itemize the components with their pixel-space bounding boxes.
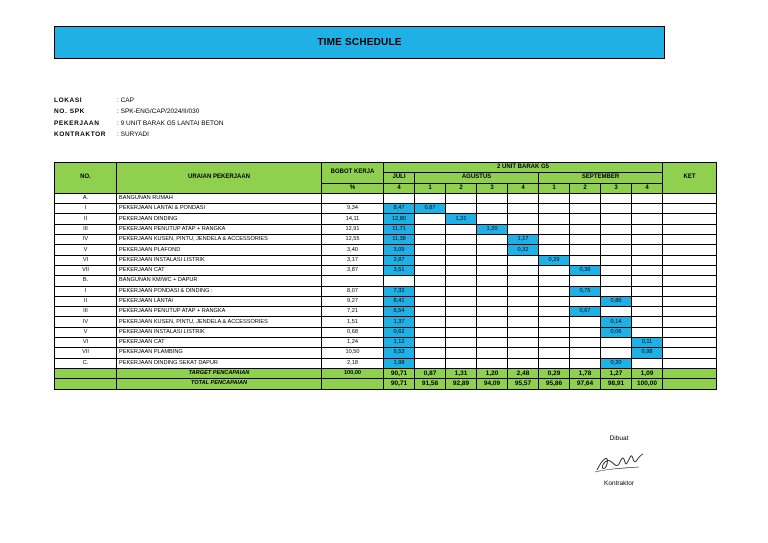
row-item: PEKERJAAN LANTAI & PONDASI [117, 204, 322, 214]
gantt-bar-cell: 11,38 [384, 235, 415, 245]
gantt-bar-cell: 0,67 [570, 307, 601, 317]
week-label: 3 [601, 183, 632, 193]
week-cell [601, 214, 632, 224]
week-cell [446, 286, 477, 296]
gantt-bar-cell: 9,53 [384, 348, 415, 358]
week-cell [539, 265, 570, 275]
week-cell [446, 276, 477, 286]
target-value: 1,09 [632, 368, 663, 378]
row-no: C. [55, 358, 117, 368]
week-cell [601, 265, 632, 275]
total-value: 100,00 [632, 379, 663, 389]
table-row [55, 204, 717, 214]
week-label: 2 [570, 183, 601, 193]
table-row [55, 348, 717, 358]
week-cell [632, 286, 663, 296]
week-cell [477, 348, 508, 358]
week-cell [446, 348, 477, 358]
week-cell [632, 296, 663, 306]
week-cell [632, 276, 663, 286]
gantt-bar-cell: 0,98 [632, 348, 663, 358]
total-value: 91,58 [415, 379, 446, 389]
week-cell [570, 245, 601, 255]
week-cell [539, 296, 570, 306]
total-bobot [322, 379, 384, 389]
gantt-bar-cell: 8,41 [384, 296, 415, 306]
total-value: 90,71 [384, 379, 415, 389]
week-label: 1 [415, 183, 446, 193]
gantt-bar-cell: 0,86 [601, 296, 632, 306]
header-uraian: URAIAN PEKERJAAN [117, 163, 322, 194]
row-ket [663, 307, 717, 317]
target-value: 0,87 [415, 368, 446, 378]
row-bobot [322, 193, 384, 203]
total-label: TOTAL PENCAPAIAN [117, 379, 322, 389]
week-cell [508, 214, 539, 224]
week-cell [446, 193, 477, 203]
gantt-bar-cell: 1,31 [446, 214, 477, 224]
week-cell [477, 255, 508, 265]
week-cell [601, 204, 632, 214]
row-item: PEKERJAAN CAT [117, 265, 322, 275]
week-cell [446, 338, 477, 348]
header-no: NO. [55, 163, 117, 194]
gantt-bar-cell: 0,11 [632, 338, 663, 348]
week-label: 4 [508, 183, 539, 193]
row-ket [663, 286, 717, 296]
row-no: VI [55, 338, 117, 348]
row-bobot [322, 276, 384, 286]
week-cell [601, 286, 632, 296]
info-row: LOKASI : CAP [54, 97, 134, 104]
total-no [55, 379, 117, 389]
week-cell [632, 327, 663, 337]
target-value: 0,29 [539, 368, 570, 378]
week-cell [632, 235, 663, 245]
week-cell [477, 327, 508, 337]
row-ket [663, 358, 717, 368]
week-cell [477, 296, 508, 306]
schedule-body [55, 193, 717, 368]
week-cell [632, 193, 663, 203]
row-ket [663, 255, 717, 265]
row-bobot: 10,50 [322, 348, 384, 358]
total-value: 95,57 [508, 379, 539, 389]
row-no: II [55, 296, 117, 306]
week-label: 4 [632, 183, 663, 193]
row-ket [663, 224, 717, 234]
row-item: BANGUNAN RUMAH [117, 193, 322, 203]
page-title: TIME SCHEDULE [54, 26, 665, 59]
week-cell [415, 255, 446, 265]
gantt-bar-cell: 8,47 [384, 204, 415, 214]
week-cell [446, 317, 477, 327]
target-value: 1,20 [477, 368, 508, 378]
row-item: PEKERJAAN PLAFOND [117, 245, 322, 255]
week-cell [508, 265, 539, 275]
row-no: VI [55, 255, 117, 265]
gantt-bar-cell: 0,36 [570, 265, 601, 275]
week-cell [601, 224, 632, 234]
week-cell [632, 245, 663, 255]
gantt-bar-cell: 12,80 [384, 214, 415, 224]
week-cell [477, 265, 508, 275]
week-cell [632, 204, 663, 214]
week-cell [508, 204, 539, 214]
week-cell [446, 204, 477, 214]
month-juli: JULI [384, 173, 415, 183]
week-cell [415, 348, 446, 358]
week-cell [601, 348, 632, 358]
table-row [55, 255, 717, 265]
week-cell [508, 358, 539, 368]
week-cell [601, 255, 632, 265]
week-cell [446, 358, 477, 368]
row-bobot: 14,11 [322, 214, 384, 224]
row-bobot: 3,40 [322, 245, 384, 255]
week-cell [570, 193, 601, 203]
row-no: VII [55, 348, 117, 358]
week-cell [632, 307, 663, 317]
total-row [55, 379, 717, 389]
week-cell [539, 204, 570, 214]
row-no: IV [55, 317, 117, 327]
month-september: SEPTEMBER [539, 173, 663, 183]
gantt-bar-cell: 1,20 [477, 224, 508, 234]
row-no: IV [55, 235, 117, 245]
row-bobot: 3,87 [322, 265, 384, 275]
week-cell [601, 307, 632, 317]
target-value: 1,27 [601, 368, 632, 378]
schedule-table [54, 162, 717, 390]
week-cell [539, 224, 570, 234]
info-row: KONTRAKTOR : SURYADI [54, 130, 149, 138]
week-cell [446, 327, 477, 337]
week-cell [632, 224, 663, 234]
week-cell [601, 193, 632, 203]
row-no: A. [55, 193, 117, 203]
gantt-bar-cell: 3,51 [384, 265, 415, 275]
table-row [55, 307, 717, 317]
week-cell [632, 265, 663, 275]
table-row [55, 358, 717, 368]
row-no: III [55, 307, 117, 317]
target-bobot: 100,00 [322, 368, 384, 378]
header-ket: KET [663, 163, 717, 194]
week-cell [508, 296, 539, 306]
week-cell [632, 255, 663, 265]
gantt-bar-cell: 0,29 [539, 255, 570, 265]
week-cell [477, 317, 508, 327]
row-item: PEKERJAAN INSTALASI LISTRIK [117, 255, 322, 265]
week-cell [508, 317, 539, 327]
signature-block [584, 435, 654, 487]
target-row [55, 368, 717, 378]
header-bobot-unit: % [322, 183, 384, 193]
week-cell [632, 358, 663, 368]
row-no: I [55, 286, 117, 296]
info-row: PEKERJAAN : 9 UNIT BARAK G5 LANTAI BETON [54, 119, 224, 127]
row-ket [663, 276, 717, 286]
week-cell [570, 235, 601, 245]
row-no: II [55, 214, 117, 224]
gantt-bar-cell: 0,32 [508, 245, 539, 255]
gantt-bar-cell: 0,06 [601, 327, 632, 337]
gantt-bar-cell: 2,87 [384, 255, 415, 265]
total-value: 98,91 [601, 379, 632, 389]
week-label: 3 [477, 183, 508, 193]
gantt-bar-cell [384, 276, 415, 286]
week-cell [477, 204, 508, 214]
row-bobot: 8,07 [322, 286, 384, 296]
gantt-bar-cell: 1,98 [384, 358, 415, 368]
week-cell [415, 327, 446, 337]
week-cell [632, 317, 663, 327]
week-cell [415, 286, 446, 296]
gantt-bar-cell: 0,87 [415, 204, 446, 214]
row-item: PEKERJAAN PLAMBING [117, 348, 322, 358]
row-ket [663, 235, 717, 245]
month-agustus: AGUSTUS [415, 173, 539, 183]
target-value: 1,31 [446, 368, 477, 378]
row-item: PEKERJAAN PENUTUP ATAP + RANGKA [117, 224, 322, 234]
week-cell [477, 338, 508, 348]
row-bobot: 0,68 [322, 327, 384, 337]
week-cell [415, 317, 446, 327]
row-bobot: 1,51 [322, 317, 384, 327]
table-row [55, 276, 717, 286]
row-ket [663, 348, 717, 358]
week-cell [508, 276, 539, 286]
week-cell [570, 348, 601, 358]
week-cell [508, 224, 539, 234]
gantt-bar-cell: 0,62 [384, 327, 415, 337]
week-cell [477, 286, 508, 296]
row-bobot: 9,27 [322, 296, 384, 306]
week-cell [539, 235, 570, 245]
week-cell [508, 286, 539, 296]
week-cell [446, 265, 477, 275]
row-item: PEKERJAAN DINDING [117, 214, 322, 224]
gantt-bar-cell: 11,71 [384, 224, 415, 234]
week-cell [415, 358, 446, 368]
week-cell [477, 214, 508, 224]
week-cell [477, 193, 508, 203]
row-no: V [55, 327, 117, 337]
week-cell [415, 214, 446, 224]
week-cell [539, 214, 570, 224]
row-no: I [55, 204, 117, 214]
week-cell [601, 235, 632, 245]
target-value: 90,71 [384, 368, 415, 378]
row-ket [663, 245, 717, 255]
signature-role: Kontraktor [604, 480, 634, 487]
week-cell [508, 348, 539, 358]
target-value: 2,48 [508, 368, 539, 378]
project-info [54, 95, 224, 140]
week-cell [477, 307, 508, 317]
week-cell [570, 214, 601, 224]
row-bobot: 1,24 [322, 338, 384, 348]
week-cell [570, 224, 601, 234]
target-no [55, 368, 117, 378]
signature-image [593, 450, 645, 476]
week-cell [446, 235, 477, 245]
week-cell [539, 307, 570, 317]
gantt-bar-cell: 7,32 [384, 286, 415, 296]
header-bobot: BOBOT KERJA [322, 163, 384, 184]
week-cell [539, 245, 570, 255]
week-cell [601, 245, 632, 255]
week-cell [446, 255, 477, 265]
week-cell [415, 235, 446, 245]
week-cell [570, 358, 601, 368]
gantt-bar-cell: 1,17 [508, 235, 539, 245]
week-cell [570, 276, 601, 286]
week-cell [570, 327, 601, 337]
week-cell [415, 224, 446, 234]
week-cell [508, 327, 539, 337]
table-row [55, 317, 717, 327]
row-bobot: 2,18 [322, 358, 384, 368]
week-cell [539, 338, 570, 348]
week-cell [632, 214, 663, 224]
gantt-bar-cell: 0,75 [570, 286, 601, 296]
week-cell [601, 276, 632, 286]
target-label: TARGET PENCAPAIAN [117, 368, 322, 378]
total-ket [663, 379, 717, 389]
week-cell [570, 296, 601, 306]
gantt-bar-cell [384, 193, 415, 203]
table-row [55, 265, 717, 275]
table-row [55, 338, 717, 348]
row-no: B. [55, 276, 117, 286]
week-cell [539, 193, 570, 203]
table-row [55, 245, 717, 255]
week-cell [508, 338, 539, 348]
gantt-bar-cell: 1,37 [384, 317, 415, 327]
total-value: 97,64 [570, 379, 601, 389]
week-cell [508, 307, 539, 317]
table-row [55, 235, 717, 245]
week-cell [539, 358, 570, 368]
table-row [55, 193, 717, 203]
week-cell [477, 276, 508, 286]
table-row [55, 224, 717, 234]
week-cell [415, 193, 446, 203]
row-ket [663, 265, 717, 275]
row-item: PEKERJAAN KUSEN, PINTU, JENDELA & ACCESSORIES [117, 317, 322, 327]
table-row [55, 327, 717, 337]
week-label: 4 [384, 183, 415, 193]
row-ket [663, 193, 717, 203]
week-cell [508, 255, 539, 265]
row-bobot: 9,34 [322, 204, 384, 214]
table-row [55, 214, 717, 224]
row-no: VII [55, 265, 117, 275]
week-cell [570, 317, 601, 327]
row-bobot: 12,55 [322, 235, 384, 245]
gantt-bar-cell: 6,54 [384, 307, 415, 317]
week-cell [415, 245, 446, 255]
week-cell [477, 235, 508, 245]
row-ket [663, 317, 717, 327]
row-no: III [55, 224, 117, 234]
target-ket [663, 368, 717, 378]
week-cell [446, 245, 477, 255]
week-cell [539, 327, 570, 337]
week-cell [446, 307, 477, 317]
row-ket [663, 338, 717, 348]
signature-made-by: Dibuat [609, 435, 629, 442]
total-value: 95,86 [539, 379, 570, 389]
row-item: BANGUNAN KM/WC + DAPUR [117, 276, 322, 286]
week-cell [570, 204, 601, 214]
week-cell [415, 276, 446, 286]
week-cell [508, 193, 539, 203]
row-ket [663, 327, 717, 337]
week-cell [415, 265, 446, 275]
row-item: PEKERJAAN DINDING SEKAT DAPUR [117, 358, 322, 368]
week-cell [415, 296, 446, 306]
row-bobot: 7,21 [322, 307, 384, 317]
table-row [55, 296, 717, 306]
total-value: 92,89 [446, 379, 477, 389]
week-cell [415, 307, 446, 317]
gantt-bar-cell: 3,09 [384, 245, 415, 255]
week-cell [539, 317, 570, 327]
week-cell [570, 255, 601, 265]
table-row [55, 286, 717, 296]
week-label: 2 [446, 183, 477, 193]
target-value: 1,78 [570, 368, 601, 378]
week-cell [570, 338, 601, 348]
header-group: 2 UNIT BARAK G5 [384, 163, 663, 173]
week-cell [539, 276, 570, 286]
row-item: PEKERJAAN INSTALASI LISTRIK [117, 327, 322, 337]
week-cell [477, 358, 508, 368]
row-item: PEKERJAAN PENUTUP ATAP + RANGKA [117, 307, 322, 317]
gantt-bar-cell: 0,20 [601, 358, 632, 368]
week-cell [539, 286, 570, 296]
week-cell [446, 296, 477, 306]
gantt-bar-cell: 0,14 [601, 317, 632, 327]
row-ket [663, 204, 717, 214]
week-cell [601, 338, 632, 348]
row-item: PEKERJAAN KUSEN, PINTU, JENDELA & ACCESSORIES [117, 235, 322, 245]
week-cell [446, 224, 477, 234]
row-bobot: 12,91 [322, 224, 384, 234]
week-cell [477, 245, 508, 255]
week-cell [539, 348, 570, 358]
total-value: 94,09 [477, 379, 508, 389]
info-row: NO. SPK : SPK-ENG/CAP/2024/II/030 [54, 108, 200, 116]
row-no: V [55, 245, 117, 255]
week-cell [415, 338, 446, 348]
week-label: 1 [539, 183, 570, 193]
row-bobot: 3,17 [322, 255, 384, 265]
row-ket [663, 296, 717, 306]
row-item: PEKERJAAN CAT [117, 338, 322, 348]
row-item: PEKERJAAN PONDASI & DINDING : [117, 286, 322, 296]
row-ket [663, 214, 717, 224]
gantt-bar-cell: 1,12 [384, 338, 415, 348]
row-item: PEKERJAAN LANTAI [117, 296, 322, 306]
